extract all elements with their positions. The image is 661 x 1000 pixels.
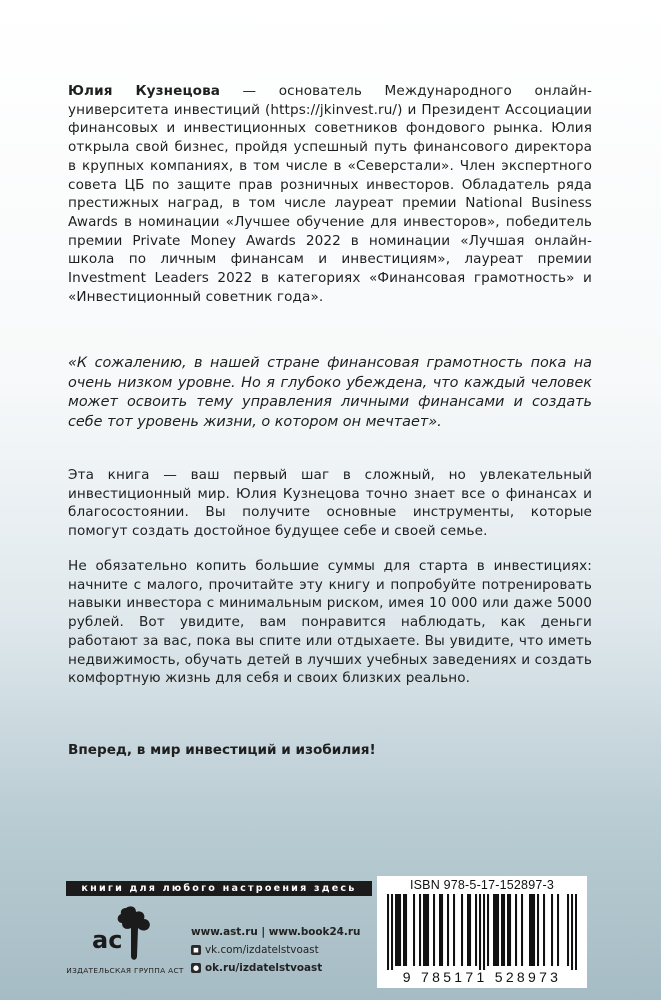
barcode-bar <box>397 894 399 966</box>
author-bio <box>68 82 592 306</box>
author-quote: «К сожалению, в нашей стране финансовая грамотность пока на очень низком уровне. Но я глубоко убеждена, что каждый человек может освоить тему управления личными финансами и создать себе тот уровень жизни, о котором он мечтает». <box>68 355 592 430</box>
closing-line: Вперед, в мир инвестиций и изобилия! <box>68 742 376 758</box>
vk-link-text: vk.com/izdatelstvoast <box>205 944 319 956</box>
barcode-bar <box>571 894 573 970</box>
barcode-bar <box>387 894 389 970</box>
barcode-bar <box>483 894 485 970</box>
isbn-text: ISBN 978-5-17-152897-3 <box>409 878 555 892</box>
barcode-bar <box>461 894 463 966</box>
barcode-bar <box>425 894 427 966</box>
barcode-bar <box>503 894 505 966</box>
barcode-bar <box>529 894 531 966</box>
barcode-bar <box>433 894 435 966</box>
barcode-bar <box>419 894 421 966</box>
barcode-bar <box>551 894 553 966</box>
websites-link[interactable]: www.ast.ru | www.book24.ru <box>191 926 361 938</box>
barcode-bar <box>423 894 425 966</box>
ok-link[interactable] <box>191 959 360 977</box>
barcode-bar <box>413 894 415 966</box>
ast-logo <box>86 904 164 966</box>
tagline-bar: книги для любого настроения здесь <box>66 881 372 896</box>
barcode-bar <box>479 894 481 970</box>
barcode-bar <box>439 894 441 966</box>
barcode-bar <box>497 894 499 966</box>
barcode-bar <box>441 894 443 966</box>
barcode-bar <box>521 894 523 966</box>
barcode-bar <box>575 894 577 970</box>
ok-link-text: ok.ru/izdatelstvoast <box>205 962 323 974</box>
vk-icon: ◼ <box>191 945 201 955</box>
intro-paragraph: Эта книга — ваш первый шаг в сложный, но увлекательный инвестиционный мир. Юлия Кузнецова точно знает все о финансах и благосостоянии. Вы получите основные инструменты, которые помогут создать достойное будущее себе и своей семье. <box>68 467 592 540</box>
barcode-bar <box>475 894 477 966</box>
publisher-group-label: ИЗДАТЕЛЬСКАЯ ГРУППА АСТ <box>66 966 184 975</box>
publisher-links <box>191 923 360 977</box>
start-paragraph: Не обязательно копить большие суммы для старта в инвестициях: начните с малого, прочитайте эту книгу и попробуйте потренировать навыки инвестора с минимальным риском, имея 10 000 или даже 5000 рублей. Вот увидите, вам понравится наблюдать, как деньги работают за вас, пока вы спите или отдыхаете. Вы увидите, что иметь недвижимость, обучать детей в лучших учебных заведениях и создать комфортную жизнь для себя и своих близких реально. <box>68 558 592 687</box>
author-bio-text: — основатель Международного онлайн-университета инвестиций (https://jkinvest.ru/) и Президент Ассоциации финансовых и инвестиционных советников фондового рынка. Юлия открыла свой бизнес, пройдя успешный путь финансового директора в крупных компаниях, в том числе в «Северстали». Член экспертного совета ЦБ по защите прав розничных инвесторов. Обладатель ряда престижных наград, в том числе лауреат премии National Business Awards в номинации «Лучшее обучение для инвесторов», победитель премии Private Money Awards 2022 в номинации «Лучшая онлайн-школа по личным финансам и инвестициям», лауреат премии Investment Leaders 2022 в категориях «Финансовая грамотность» и «Инвестиционный советник года». <box>68 83 592 305</box>
barcode-digits: 9 785171 528973 <box>402 969 562 985</box>
svg-text:ас: ас <box>92 926 123 954</box>
barcode-bar <box>467 894 469 966</box>
barcode-bar <box>507 894 509 966</box>
barcode-bar <box>493 894 495 966</box>
barcode-bar <box>543 894 545 966</box>
barcode-bar <box>515 894 517 966</box>
barcode-bar <box>391 894 393 970</box>
barcode-bar <box>501 894 503 966</box>
ok-icon: ● <box>192 964 200 972</box>
barcode-bar <box>557 894 559 966</box>
barcode-bar <box>453 894 455 966</box>
vk-link[interactable] <box>191 941 360 959</box>
barcode-box <box>377 876 587 988</box>
barcode-bar <box>405 894 407 966</box>
barcode-bar <box>399 894 401 966</box>
barcode-bar <box>509 894 511 966</box>
barcode-bar <box>447 894 449 966</box>
barcode-bar <box>487 894 489 966</box>
author-name: Юлия Кузнецова <box>68 83 221 99</box>
barcode-bar <box>495 894 497 966</box>
barcode-bar <box>531 894 533 966</box>
barcode-bar <box>427 894 429 966</box>
barcode <box>387 894 577 970</box>
barcode-bar <box>403 894 405 966</box>
barcode-bar <box>533 894 535 966</box>
barcode-bar <box>537 894 539 966</box>
barcode-bar <box>469 894 471 966</box>
barcode-bar <box>395 894 397 966</box>
barcode-bar <box>567 894 569 966</box>
